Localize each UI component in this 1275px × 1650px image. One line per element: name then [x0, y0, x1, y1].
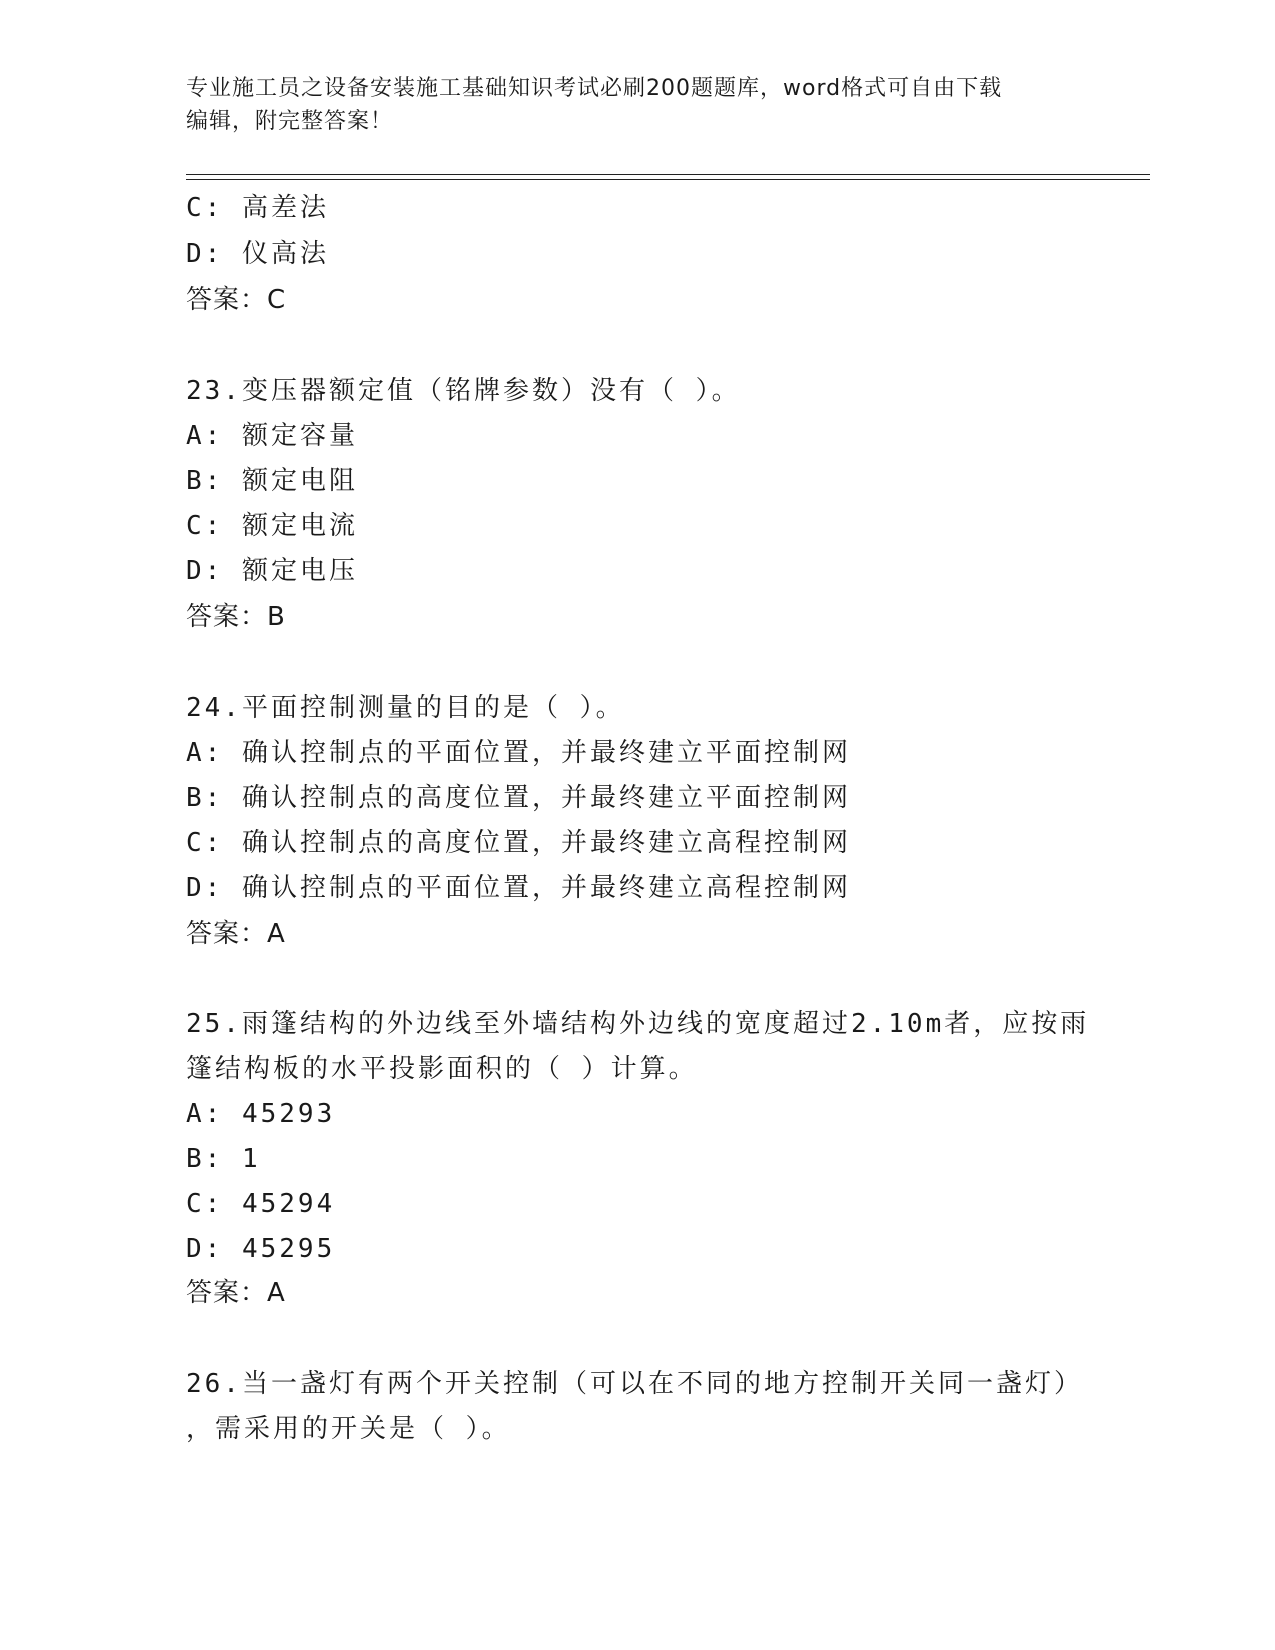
q24-stem: 24.平面控制测量的目的是（ ）。: [186, 693, 625, 723]
q24-option-b: B: 确认控制点的高度位置，并最终建立平面控制网: [186, 783, 851, 813]
q22-option-c: C: 高差法: [186, 193, 329, 223]
q23-option-d: D: 额定电压: [186, 556, 358, 586]
q23-answer: 答案：B: [186, 602, 286, 632]
q25-option-b: B: 1: [186, 1144, 261, 1174]
q23-stem: 23.变压器额定值（铭牌参数）没有（ ）。: [186, 376, 741, 406]
q25-option-a: A: 45293: [186, 1099, 336, 1129]
header-line-2: 编辑，附完整答案！: [186, 109, 394, 134]
q23-option-c: C: 额定电流: [186, 511, 358, 541]
header-divider-bottom: [186, 179, 1150, 180]
q26-stem-line-1: 26.当一盏灯有两个开关控制（可以在不同的地方控制开关同一盏灯）: [186, 1369, 1083, 1399]
header-line-1: 专业施工员之设备安装施工基础知识考试必刷200题题库，word格式可自由下载: [186, 76, 1003, 101]
q22-answer: 答案：C: [186, 285, 287, 315]
q24-option-c: C: 确认控制点的高度位置，并最终建立高程控制网: [186, 828, 851, 858]
q24-option-a: A: 确认控制点的平面位置，并最终建立平面控制网: [186, 738, 851, 768]
q25-answer: 答案：A: [186, 1278, 286, 1308]
q24-answer: 答案：A: [186, 919, 286, 949]
q25-stem-line-2: 篷结构板的水平投影面积的（ ）计算。: [186, 1054, 698, 1084]
q26-stem-line-2: ，需采用的开关是（ ）。: [186, 1414, 511, 1444]
document-header: [186, 72, 1086, 138]
header-divider-top: [186, 174, 1150, 175]
q25-stem-line-1: 25.雨篷结构的外边线至外墙结构外边线的宽度超过2.10m者，应按雨: [186, 1009, 1090, 1039]
q23-option-a: A: 额定容量: [186, 421, 358, 451]
q23-option-b: B: 额定电阻: [186, 466, 358, 496]
q25-option-c: C: 45294: [186, 1189, 336, 1219]
q25-option-d: D: 45295: [186, 1234, 336, 1264]
q24-option-d: D: 确认控制点的平面位置，并最终建立高程控制网: [186, 873, 851, 903]
q22-option-d: D: 仪高法: [186, 239, 329, 269]
